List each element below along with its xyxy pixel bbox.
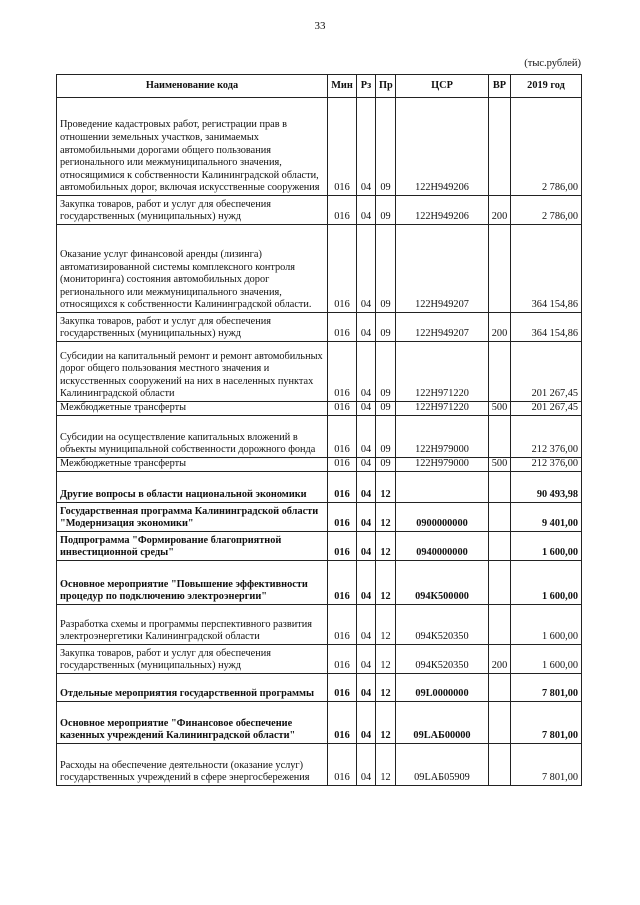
table-row: [57, 225, 582, 313]
cell-rz: 04: [357, 98, 376, 196]
cell-name: Подпрограмма "Формирование благоприятной инвестиционной среды": [57, 532, 328, 561]
cell-rz: 04: [357, 645, 376, 674]
cell-min: 016: [328, 313, 357, 342]
budget-table: [56, 74, 582, 786]
cell-name: Основное мероприятие "Финансовое обеспечение казенных учреждений Калининградской области": [57, 702, 328, 744]
cell-vr: [489, 98, 511, 196]
col-header-min: Мин: [328, 75, 357, 98]
cell-vr: [489, 472, 511, 503]
cell-csr: 122Н971220: [396, 402, 489, 416]
units-label: (тыс.рублей): [524, 58, 581, 69]
cell-min: 016: [328, 196, 357, 225]
col-header-csr: ЦСР: [396, 75, 489, 98]
cell-sum: 7 801,00: [511, 674, 582, 702]
cell-name: Закупка товаров, работ и услуг для обеспечения государственных (муниципальных) нужд: [57, 196, 328, 225]
cell-name: Межбюджетные трансферты: [57, 458, 328, 472]
cell-sum: 201 267,45: [511, 402, 582, 416]
cell-vr: [489, 225, 511, 313]
cell-sum: 2 786,00: [511, 196, 582, 225]
col-header-name: Наименование кода: [57, 75, 328, 98]
cell-csr: 09L0000000: [396, 674, 489, 702]
cell-name: Субсидии на капитальный ремонт и ремонт автомобильных дорог общего пользования местного значения и искусственных сооружений на них в населенных пунктах Калининградской области: [57, 342, 328, 402]
cell-sum: 364 154,86: [511, 313, 582, 342]
cell-vr: [489, 503, 511, 532]
cell-pr: 09: [376, 402, 396, 416]
cell-min: 016: [328, 402, 357, 416]
cell-min: 016: [328, 605, 357, 645]
cell-sum: 7 801,00: [511, 702, 582, 744]
cell-sum: 7 801,00: [511, 744, 582, 786]
cell-pr: 09: [376, 196, 396, 225]
cell-name: Межбюджетные трансферты: [57, 402, 328, 416]
cell-name: Основное мероприятие "Повышение эффективности процедур по подключению электроэнергии": [57, 561, 328, 605]
cell-vr: [489, 561, 511, 605]
cell-pr: 09: [376, 458, 396, 472]
cell-sum: 1 600,00: [511, 645, 582, 674]
cell-csr: 122Н979000: [396, 458, 489, 472]
table-row: [57, 196, 582, 225]
cell-rz: 04: [357, 472, 376, 503]
table-row: [57, 532, 582, 561]
cell-vr: [489, 342, 511, 402]
cell-min: 016: [328, 645, 357, 674]
cell-csr: [396, 472, 489, 503]
cell-pr: 09: [376, 98, 396, 196]
cell-sum: 1 600,00: [511, 532, 582, 561]
cell-rz: 04: [357, 561, 376, 605]
cell-pr: 09: [376, 416, 396, 458]
cell-csr: 122Н979000: [396, 416, 489, 458]
cell-csr: 09LАБ05909: [396, 744, 489, 786]
cell-csr: 09LАБ00000: [396, 702, 489, 744]
cell-rz: 04: [357, 458, 376, 472]
cell-vr: 200: [489, 196, 511, 225]
cell-vr: [489, 702, 511, 744]
cell-name: Субсидии на осуществление капитальных вложений в объекты муниципальной собственности дорожного фонда: [57, 416, 328, 458]
cell-vr: [489, 674, 511, 702]
cell-csr: 122Н949207: [396, 313, 489, 342]
table-row: [57, 744, 582, 786]
cell-min: 016: [328, 416, 357, 458]
table-row: [57, 98, 582, 196]
cell-min: 016: [328, 98, 357, 196]
cell-min: 016: [328, 458, 357, 472]
table-row: [57, 416, 582, 458]
col-header-pr: Пр: [376, 75, 396, 98]
cell-rz: 04: [357, 503, 376, 532]
cell-pr: 09: [376, 342, 396, 402]
cell-csr: 094К520350: [396, 605, 489, 645]
cell-rz: 04: [357, 342, 376, 402]
cell-pr: 09: [376, 313, 396, 342]
cell-min: 016: [328, 561, 357, 605]
cell-name: Другие вопросы в области национальной экономики: [57, 472, 328, 503]
cell-pr: 12: [376, 561, 396, 605]
table-row: [57, 674, 582, 702]
cell-name: Расходы на обеспечение деятельности (оказание услуг) государственных учреждений в сфере энергосбережения: [57, 744, 328, 786]
cell-rz: 04: [357, 605, 376, 645]
table-row: [57, 561, 582, 605]
col-header-year: 2019 год: [511, 75, 582, 98]
table-row: [57, 313, 582, 342]
cell-vr: 500: [489, 402, 511, 416]
cell-csr: 122Н949206: [396, 98, 489, 196]
cell-sum: 2 786,00: [511, 98, 582, 196]
cell-pr: 12: [376, 503, 396, 532]
table-header-row: [57, 75, 582, 98]
table-body: [57, 98, 582, 786]
cell-name: Разработка схемы и программы перспективного развития электроэнергетики Калининградской области: [57, 605, 328, 645]
cell-sum: 212 376,00: [511, 458, 582, 472]
cell-min: 016: [328, 702, 357, 744]
table-row: [57, 458, 582, 472]
cell-pr: 12: [376, 674, 396, 702]
cell-pr: 12: [376, 605, 396, 645]
cell-sum: 364 154,86: [511, 225, 582, 313]
cell-vr: [489, 416, 511, 458]
cell-rz: 04: [357, 674, 376, 702]
cell-csr: 094К520350: [396, 645, 489, 674]
cell-pr: 12: [376, 645, 396, 674]
cell-sum: 1 600,00: [511, 605, 582, 645]
col-header-rz: Рз: [357, 75, 376, 98]
table-row: [57, 402, 582, 416]
cell-min: 016: [328, 472, 357, 503]
cell-min: 016: [328, 532, 357, 561]
cell-pr: 12: [376, 532, 396, 561]
cell-min: 016: [328, 674, 357, 702]
cell-rz: 04: [357, 416, 376, 458]
table-row: [57, 605, 582, 645]
cell-pr: 12: [376, 744, 396, 786]
cell-name: Отдельные мероприятия государственной программы: [57, 674, 328, 702]
cell-pr: 12: [376, 702, 396, 744]
cell-csr: 122Н949206: [396, 196, 489, 225]
cell-name: Проведение кадастровых работ, регистрации прав в отношении земельных участков, занимаемых автомобильными дорогами общего пользования регионального или межмуниципального значения, относящимися к собственности Калининградской области, автомобильных дорог, включая искусственные сооружения: [57, 98, 328, 196]
cell-csr: 122Н949207: [396, 225, 489, 313]
cell-vr: [489, 532, 511, 561]
cell-sum: 90 493,98: [511, 472, 582, 503]
cell-rz: 04: [357, 532, 376, 561]
cell-rz: 04: [357, 313, 376, 342]
cell-sum: 201 267,45: [511, 342, 582, 402]
cell-vr: [489, 744, 511, 786]
cell-rz: 04: [357, 196, 376, 225]
cell-sum: 212 376,00: [511, 416, 582, 458]
cell-name: Оказание услуг финансовой аренды (лизинга) автоматизированной системы комплексного контроля (мониторинга) состояния автомобильных дорог регионального или межмуниципального значения, относящихся к собственности Калининградской области.: [57, 225, 328, 313]
table-row: [57, 702, 582, 744]
cell-sum: 1 600,00: [511, 561, 582, 605]
col-header-vr: ВР: [489, 75, 511, 98]
cell-name: Закупка товаров, работ и услуг для обеспечения государственных (муниципальных) нужд: [57, 313, 328, 342]
cell-rz: 04: [357, 702, 376, 744]
cell-rz: 04: [357, 402, 376, 416]
cell-vr: 500: [489, 458, 511, 472]
cell-csr: 094К500000: [396, 561, 489, 605]
cell-name: Государственная программа Калининградской области "Модернизация экономики": [57, 503, 328, 532]
table-row: [57, 503, 582, 532]
table-row: [57, 645, 582, 674]
cell-csr: 0900000000: [396, 503, 489, 532]
cell-vr: 200: [489, 313, 511, 342]
cell-csr: 122Н971220: [396, 342, 489, 402]
table-row: [57, 472, 582, 503]
cell-csr: 0940000000: [396, 532, 489, 561]
cell-min: 016: [328, 225, 357, 313]
cell-rz: 04: [357, 744, 376, 786]
cell-pr: 12: [376, 472, 396, 503]
cell-min: 016: [328, 503, 357, 532]
cell-min: 016: [328, 744, 357, 786]
cell-min: 016: [328, 342, 357, 402]
page-number: 33: [314, 20, 326, 32]
cell-vr: 200: [489, 645, 511, 674]
cell-pr: 09: [376, 225, 396, 313]
cell-name: Закупка товаров, работ и услуг для обеспечения государственных (муниципальных) нужд: [57, 645, 328, 674]
cell-sum: 9 401,00: [511, 503, 582, 532]
cell-vr: [489, 605, 511, 645]
cell-rz: 04: [357, 225, 376, 313]
table-row: [57, 342, 582, 402]
